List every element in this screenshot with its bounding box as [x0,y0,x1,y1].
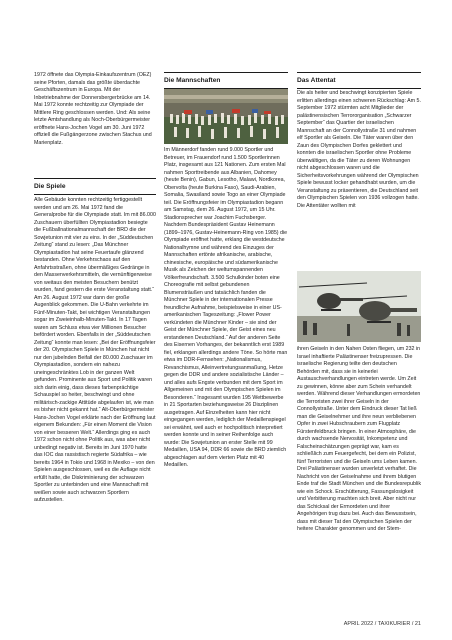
heading-das-attentat: Das Attentat [297,72,421,89]
heading-die-mannschaften: Die Mannschaften [164,72,288,89]
heading-die-spiele: Die Spiele [34,178,156,195]
attentat-paragraph-2: ihren Geiseln in den Nahen Osten fliegen, um 232 in Israel inhaftierte Palästinenser freizupressen. Die israelische Regierung teilte den deutschen Behörden mit, dass sie in keinerlei Austauschverhandlungen eintreten werde. Um Zeit zu gewinnen, könne aber zum Schein verhandelt werden. Während dieser Verhandlungen ermordeten die Terroristen zwei ihrer Geiseln in der Connollystraße. Unter dem Eindruck dieser Tat ließ man die Geiselnehmer und ihre neun verbliebenen Opfer in zwei Hubschraubern zum Flugplatz Fürstenfeldbruck bringen. In einer Atmosphäre, die durch wachsende Nervosität, Inkompetenz und Falscheinschätzungen geprägt war, kam es schließlich zum Feuergefecht, bei dem ein Polizist, fünf Terroristen und die Geiseln ums Leben kamen. Drei Palästinenser wurden unverletzt verhaftet. Die Nachricht von der Geiselnahme und ihrem blutigen Ende traf die Stadt München und die Bundesrepublik wie ein Schock. Erschütterung, Fassungslosigkeit und Verbitterung machten sich breit. Aber nicht nur das Schicksal der Ermordeten und ihrer Angehörigen trug dazu bei. Auch das Bewusstsein, dass mit dieser Tat den Olympischen Spielen der heitere Charakter genommen und der Stem- [297,346,421,532]
mannschaften-paragraph: Im Männerdorf fanden rund 9.000 Sportler und Betreuer, im Frauendorf rund 1.500 Sportlerinnen Platz, insgesamt aus 121 Nationen. Zum ersten Mal nahmen Sporttreibende aus Albanien, Dahomey (heute Benin), Gabun, Lesotho, Malawi, Nordkorea, Obervolta (heute Burkina Faso), Saudi-Arabien, Somalia, Swasiland sowie Togo an einer Olympiade teil. Die Eröffnungsfeier im Olympiastadion begann am Samstag, dem 26. August 1972, um 15 Uhr. Stadionsprecher war Joachim Fuchsberger. Nachdem Bundespräsident Gustav Heinemann (1899–1976, Gustav-Heinemann-Ring von 1985) die Olympiade eröffnet hatte, erklang die westdeutsche Nationalhymne und während des Einzuges der Mannschaften ertönte afrikanische, arabische, chinesische, europäische und südamerikanische Musik als Zeichen der weltumspannenden Völkerfreundschaft. 3.500 Schulkinder boten eine Choreografie mit selbst gebundenen Blumensträußen und tatsächlich fanden die Münchner Spiele in der internationalen Presse freundliche Aufnahme, beispielsweise in einer US-amerikanischen Tageszeitung: „Flower Power verkündeten die Münchner Kinder – sie sind der Geist der Münchner Spiele, der Geist eines neu erstandenen Deutschland.“ Auf der anderen Seite des Eisernen Vorhanges, der bekanntlich erst 1989 fiel, erklangen allerdings andere Töne. So hörte man etwa im DDR-Fernsehen: „Nationalismus, Revanchismus, Alleinvertretungsanmaßung, Hetze gegen die DDR und andere sozialistische Länder – und alles aufs Engste verbunden mit dem Sport im Allgemeinen und mit den Olympischen Spielen im Besonderen.“ Insgesamt wurden 195 Wettbewerbe in 21 Sportarten beziehungsweise 26 Disziplinen ausgetragen. Auf Einzelheiten kann hier nicht eingegangen werden, lediglich der Medaillenspiegel sei erwähnt, weil auch er hochpolitisch interpretiert werden konnte und in seiner Reihenfolge auch wurde: Die Sowjetunion an erster Stelle mit 99 Medaillen, USA 94, DDR 66 sowie die BRD ziemlich abgeschlagen auf dem vierten Platz mit 40 Medaillen. [164,147,288,468]
intro-paragraph: 1972 öffnete das Olympia-Einkaufszentrum (OEZ) seine Pforten, damals das größte überdachte Geschäftszentrum in Europa. Mit der Inbetriebnahme der Donnersbergerbrücke am 14. Mai 1972 konnte rechtzeitig zur Olympiade der Mittlere Ring geschlossen werden. Und: Als seine letzte Amtshandlung als Noch-Oberbürgermeister eröffnete Hans-Jochen Vogel am 30. Juni 1972 offiziell die Fußgängerzone zwischen Stachus und Marienplatz. [34,72,152,146]
helicopter-image [297,271,421,342]
page-footer: APRIL 2022 / TAXIKURIER / 21 [343,621,421,627]
spiele-paragraph: Alle Gebäude konnten rechtzeitig fertiggestellt werden und am 26. Mai 1972 fand die Generalprobe für die Olympiade statt. Im mit 86.000 Zuschauern überfüllten Olympiastadion besiegte die Fußballnationalmannschaft der BRD die der Sowjetunion mit vier zu eins. In der „Süddeutschen Zeitung“ stand zu lesen: „Das Münchner Olympiastadion hat seine Feuertaufe glänzend bestanden. Ohne Verkehrschaos auf den Anfahrtsstraßen, ohne übermäßiges Gedränge in den Massenverkehrsmitteln, die vernünftigerweise von weitaus den meisten Besuchern benützt wurden, fand gestern die erste Veranstaltung statt.“ Am 26. August 1972 war dann der große Augenblick gekommen. Die U-Bahn verkehrte im Fünf-Minuten-Takt, bei wichtigen Veranstaltungen sogar im Zweieinhalb-Minuten-Takt. In 17 Tagen waren am Schluss etwa vier Millionen Besucher befördert worden. Ebenfalls in der „Süddeutschen Zeitung“ konnte man lesen: „Bei der Eröffnungsfeier der 20. Olympischen Spiele in München hat nicht nur den jubelnden Beifall der 80.000 Zuschauer im Olympiastadion, sondern ein nahezu uneingeschränktes Lob in der ganzen Welt gefunden. Prominente aus Sport und Politik waren sich darin einig, dass dieses farbenprächtige Schauspiel so heiter, beschwingt und ohne militärisch-zackige Attitüde abgelaufen ist, wie man es bisher nicht gekannt hat.“ Alt-Oberbürgermeister Hans-Jochen Vogel erklärte nach der Eröffnung laut eigenem Bekunden: „Für einen Moment die Vision von einer besseren Welt.“ Allerdings ging es auch 1972 schon nicht ohne Politik aus, was aber nicht unbedingt negativ ist. Bereits im Juni 1970 hatte das IOC das rassistisch regierte Südafrika – wie bereits 1964 in Tokio und 1968 in Mexiko – von den Spielen ausgeschlossen, weil es die Auflage nicht erfüllt hatte, die Diskriminierung der schwarzen Sportler zu unterbinden und eine Mannschaft mit weißen sowie auch schwarzen Sportlern aufzustellen. [34,197,156,503]
helicopter-photo [297,271,421,342]
attentat-paragraph-1: Die als heiter und beschwingt konzipierten Spiele erlitten allerdings einen schweren Rückschlag: Am 5. September 1972 stürmten acht Mitglieder der palästinensischen Terrororganisation „Schwarzer September“ das Quartier der israelischen Mannschaft an der Connollystraße 31 und nahmen elf Sportler als Geiseln. Die Täter waren über den Zaun des Olympischen Dorfes geklettert und konnten die israelischen Sportler ohne Probleme überwältigen, da die Täter zu deren Wohnungen nicht abgeschlossen waren und die Sicherheitsvorkehrungen während der Olympischen Spiele bewusst locker gehandhabt wurden, um die Veranstaltung zu präsentieren, die Deutschland seit den Olympischen Spielen von 1936 vollzogen hatte. Die Attentäter wollten mit [297,90,421,209]
opening-ceremony-photo [164,89,288,144]
stadium-parade-image [164,89,288,144]
